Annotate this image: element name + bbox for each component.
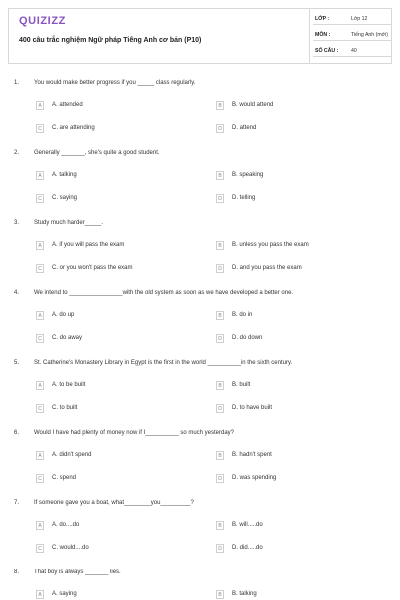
option-text: D. did.....do xyxy=(232,545,263,551)
question-text: Study much harder_____. xyxy=(34,220,104,226)
meta-row-grade xyxy=(313,13,391,25)
option-text: A. to be built xyxy=(52,382,86,388)
question-text: We intend to ________________with the old system as soon as we have developed a better one. xyxy=(34,290,294,296)
option-text: B. hadn't spent xyxy=(232,452,272,458)
option-letter-box: B xyxy=(216,451,224,460)
option-text: D. attend xyxy=(232,125,257,131)
option-letter-box: D xyxy=(216,264,224,273)
worksheet-header xyxy=(8,8,392,64)
option-letter-box: B xyxy=(216,101,224,110)
option-letter-box: A xyxy=(36,381,44,390)
quizizz-logo: QUIZIZZ xyxy=(19,15,66,27)
meta-row-question-count xyxy=(313,45,391,57)
option-letter-box: C xyxy=(36,124,44,133)
question-number: 8. xyxy=(14,569,20,575)
question-5 xyxy=(0,360,400,430)
meta-value: Lớp 12 xyxy=(351,16,368,22)
option-text: D. do down xyxy=(232,335,263,341)
option-letter-box: C xyxy=(36,264,44,273)
option-text: B. talking xyxy=(232,591,257,597)
meta-underline xyxy=(313,56,391,57)
option-letter-box: A xyxy=(36,451,44,460)
option-letter-box: D xyxy=(216,124,224,133)
option-letter-box: A xyxy=(36,241,44,250)
option-text: C. to built xyxy=(52,405,78,411)
option-letter-box: D xyxy=(216,544,224,553)
option-letter-box: B xyxy=(216,241,224,250)
question-8 xyxy=(0,569,400,600)
question-7 xyxy=(0,500,400,570)
question-number: 7. xyxy=(14,500,20,506)
option-letter-box: B xyxy=(216,590,224,599)
question-text: You would make better progress if you _____ class regularly. xyxy=(34,80,196,86)
option-letter-box: B xyxy=(216,311,224,320)
question-text: St. Catherine's Monastery Library in Egypt is the first in the world __________in the sixth century. xyxy=(34,360,293,366)
option-letter-box: C xyxy=(36,334,44,343)
option-letter-box: B xyxy=(216,521,224,530)
question-1 xyxy=(0,80,400,150)
option-text: A. do up xyxy=(52,312,75,318)
document-title: 400 câu trắc nghiệm Ngữ pháp Tiếng Anh cơ bản (P10) xyxy=(19,37,202,44)
option-letter-box: D xyxy=(216,334,224,343)
meta-key: LỚP : xyxy=(315,16,330,22)
question-6 xyxy=(0,430,400,500)
option-letter-box: B xyxy=(216,171,224,180)
option-text: C. are attending xyxy=(52,125,95,131)
question-text: That boy is always _______ lies. xyxy=(34,569,121,575)
question-text: If someone gave you a boat, what________you_________? xyxy=(34,500,194,506)
question-text: Generally _______, she's quite a good student. xyxy=(34,150,160,156)
option-text: A. saying xyxy=(52,591,77,597)
option-letter-box: A xyxy=(36,590,44,599)
option-letter-box: A xyxy=(36,101,44,110)
option-text: A. do....do xyxy=(52,522,80,528)
option-text: D. telling xyxy=(232,195,256,201)
option-letter-box: C xyxy=(36,544,44,553)
meta-underline xyxy=(313,24,391,25)
meta-key: MÔN : xyxy=(315,32,331,38)
meta-value: 40 xyxy=(351,48,357,54)
option-text: C. would....do xyxy=(52,545,89,551)
option-text: C. saying xyxy=(52,195,78,201)
option-letter-box: A xyxy=(36,171,44,180)
meta-divider xyxy=(309,9,310,63)
option-text: D. was spending xyxy=(232,475,277,481)
question-number: 2. xyxy=(14,150,20,156)
option-text: A. talking xyxy=(52,172,77,178)
option-text: B. built xyxy=(232,382,251,388)
question-text: Would I have had plenty of money now if I__________ so much yesterday? xyxy=(34,430,235,436)
meta-key: SỐ CÂU : xyxy=(315,48,339,54)
option-text: B. will.....do xyxy=(232,522,263,528)
meta-row-subject xyxy=(313,29,391,41)
question-number: 1. xyxy=(14,80,20,86)
option-letter-box: D xyxy=(216,194,224,203)
option-letter-box: C xyxy=(36,194,44,203)
option-letter-box: C xyxy=(36,404,44,413)
question-number: 3. xyxy=(14,220,20,226)
option-text: C. or you won't pass the exam xyxy=(52,265,133,271)
question-3 xyxy=(0,220,400,290)
option-letter-box: D xyxy=(216,474,224,483)
question-number: 4. xyxy=(14,290,20,296)
option-letter-box: C xyxy=(36,474,44,483)
option-text: B. do in xyxy=(232,312,253,318)
option-text: B. would attend xyxy=(232,102,274,108)
option-letter-box: D xyxy=(216,404,224,413)
option-text: B. speaking xyxy=(232,172,264,178)
option-text: C. spend xyxy=(52,475,77,481)
question-number: 6. xyxy=(14,430,20,436)
question-number: 5. xyxy=(14,360,20,366)
option-text: C. do away xyxy=(52,335,83,341)
option-text: A. if you will pass the exam xyxy=(52,242,125,248)
option-text: D. and you pass the exam xyxy=(232,265,302,271)
meta-value: Tiếng Anh (mới) xyxy=(351,32,388,38)
option-letter-box: A xyxy=(36,311,44,320)
meta-underline xyxy=(313,40,391,41)
option-text: D. to have built xyxy=(232,405,273,411)
option-text: A. didn't spend xyxy=(52,452,92,458)
question-2 xyxy=(0,150,400,220)
option-letter-box: A xyxy=(36,521,44,530)
option-text: A. attended xyxy=(52,102,83,108)
question-4 xyxy=(0,290,400,360)
option-letter-box: B xyxy=(216,381,224,390)
option-text: B. unless you pass the exam xyxy=(232,242,309,248)
